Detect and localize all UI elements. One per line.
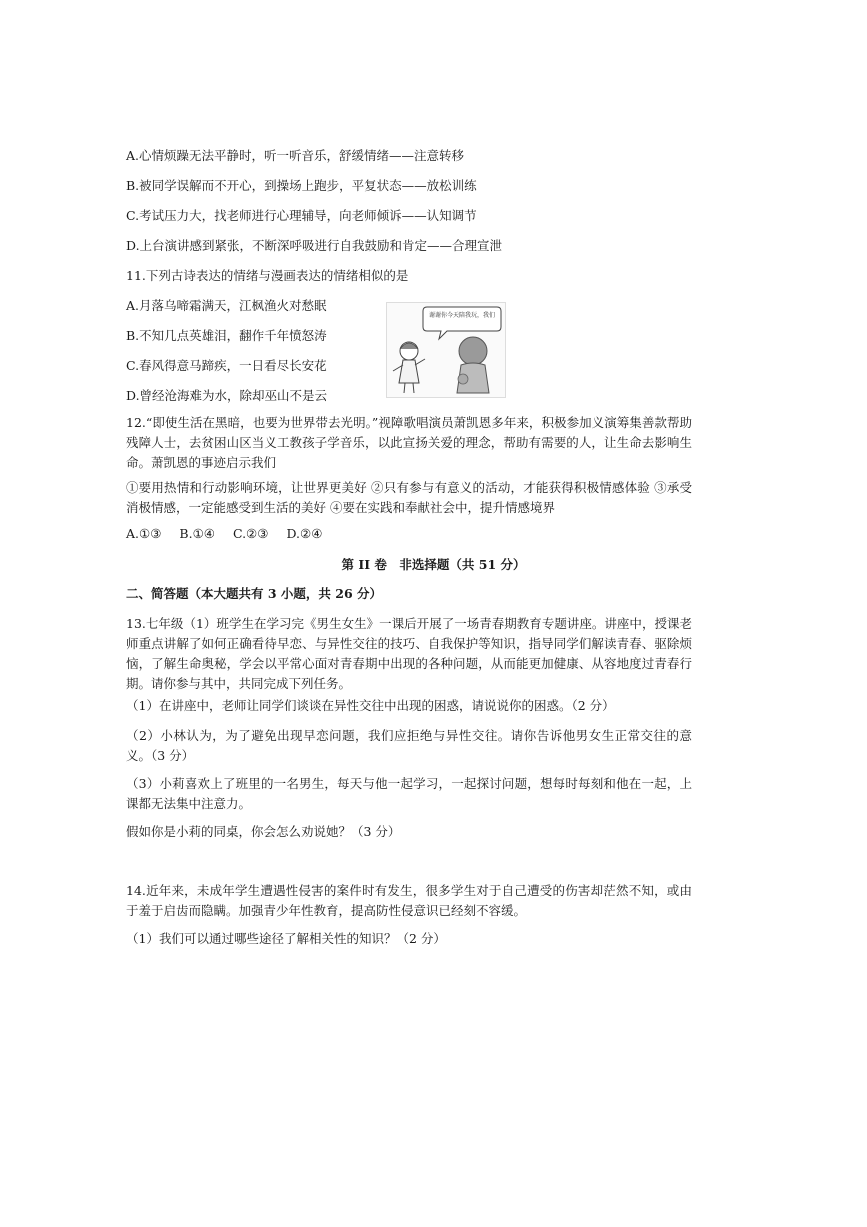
q10-option-c[interactable]: C.考试压力大，找老师进行心理辅导，向老师倾诉——认知调节 — [126, 208, 477, 223]
q14-subquestion-1: （1）我们可以通过哪些途径了解相关性的知识？（2 分） — [126, 931, 446, 946]
q13-subquestion-3-prompt: 假如你是小莉的同桌，你会怎么劝说她？（3 分） — [126, 824, 401, 839]
part2-title: 第 II 卷 非选择题（共 51 分） — [341, 557, 526, 572]
q11-option-b[interactable]: B.不知几点英雄泪，翻作千年愤怒涛 — [126, 328, 327, 343]
cartoon-speech-text: 谢谢你今天陪我玩，我们 — [429, 312, 496, 319]
q12-option-c[interactable]: C.②③ — [232, 526, 269, 541]
section-title: 二、简答题（本大题共有 3 小题，共 26 分） — [126, 586, 383, 601]
q11-option-c[interactable]: C.春风得意马蹄疾，一日看尽长安花 — [126, 358, 327, 373]
q12-options — [126, 524, 696, 544]
q12-statements: ①要用热情和行动影响环境，让世界更美好 ②只有参与有意义的活动，才能获得积极情感体验 ③承受消极情感，一定能感受到生活的美好 ④要在实践和奉献社会中，提升情感境界 — [126, 480, 692, 515]
q13-subquestion-1: （1）在讲座中，老师让同学们谈谈在异性交往中出现的困惑，请说说你的困惑。（2 分） — [126, 698, 615, 713]
q10-option-d[interactable]: D.上台演讲感到紧张，不断深呼吸进行自我鼓励和肯定——合理宣泄 — [126, 238, 503, 253]
q12-stem: 12.“即使生活在黑暗，也要为世界带去光明。”视障歌唱演员萧凯恩多年来，积极参加义演筹集善款帮助残障人士，去贫困山区当义工教孩子学音乐，以此宣扬关爱的理念，帮助有需要的人，让生命去影响生命。萧凯恩的事迹启示我们 — [126, 415, 692, 470]
q10-option-a[interactable]: A.心情烦躁无法平静时，听一听音乐，舒缓情绪——注意转移 — [126, 148, 465, 163]
q12-option-a[interactable]: A.①③ — [126, 526, 162, 541]
q11-stem: 11.下列古诗表达的情绪与漫画表达的情绪相似的是 — [126, 268, 409, 283]
q11-option-a[interactable]: A.月落乌啼霜满天，江枫渔火对愁眠 — [126, 298, 327, 313]
q14-stem: 14.近年来，未成年学生遭遇性侵害的案件时有发生，很多学生对于自己遭受的伤害却茫然不知，或由于羞于启齿而隐瞒。加强青少年性教育，提高防性侵意识已经刻不容缓。 — [126, 883, 692, 918]
q12-option-b[interactable]: B.①④ — [179, 526, 215, 541]
cartoon-illustration — [386, 302, 506, 398]
q11-option-d[interactable]: D.曾经沧海难为水，除却巫山不是云 — [126, 388, 328, 403]
q12-option-d[interactable]: D.②④ — [286, 526, 323, 541]
q10-option-b[interactable]: B.被同学误解而不开心，到操场上跑步，平复状态——放松训练 — [126, 178, 477, 193]
q13-subquestion-2: （2）小林认为，为了避免出现早恋问题，我们应拒绝与异性交往。请你告诉他男女生正常交往的意义。（3 分） — [126, 728, 692, 763]
q13-subquestion-3: （3）小莉喜欢上了班里的一名男生，每天与他一起学习，一起探讨问题，想每时每刻和他在一起，上课都无法集中注意力。 — [126, 776, 692, 811]
q13-stem: 13.七年级（1）班学生在学习完《男生女生》一课后开展了一场青春期教育专题讲座。讲座中，授课老师重点讲解了如何正确看待早恋、与异性交往的技巧、自我保护等知识，指导同学们解读青春、驱除烦恼，了解生命奥秘，学会以平常心面对青春期中出现的各种问题，从而能更加健康、从容地度过青春行期。请你参与其中，共同完成下列任务。 — [126, 616, 692, 691]
